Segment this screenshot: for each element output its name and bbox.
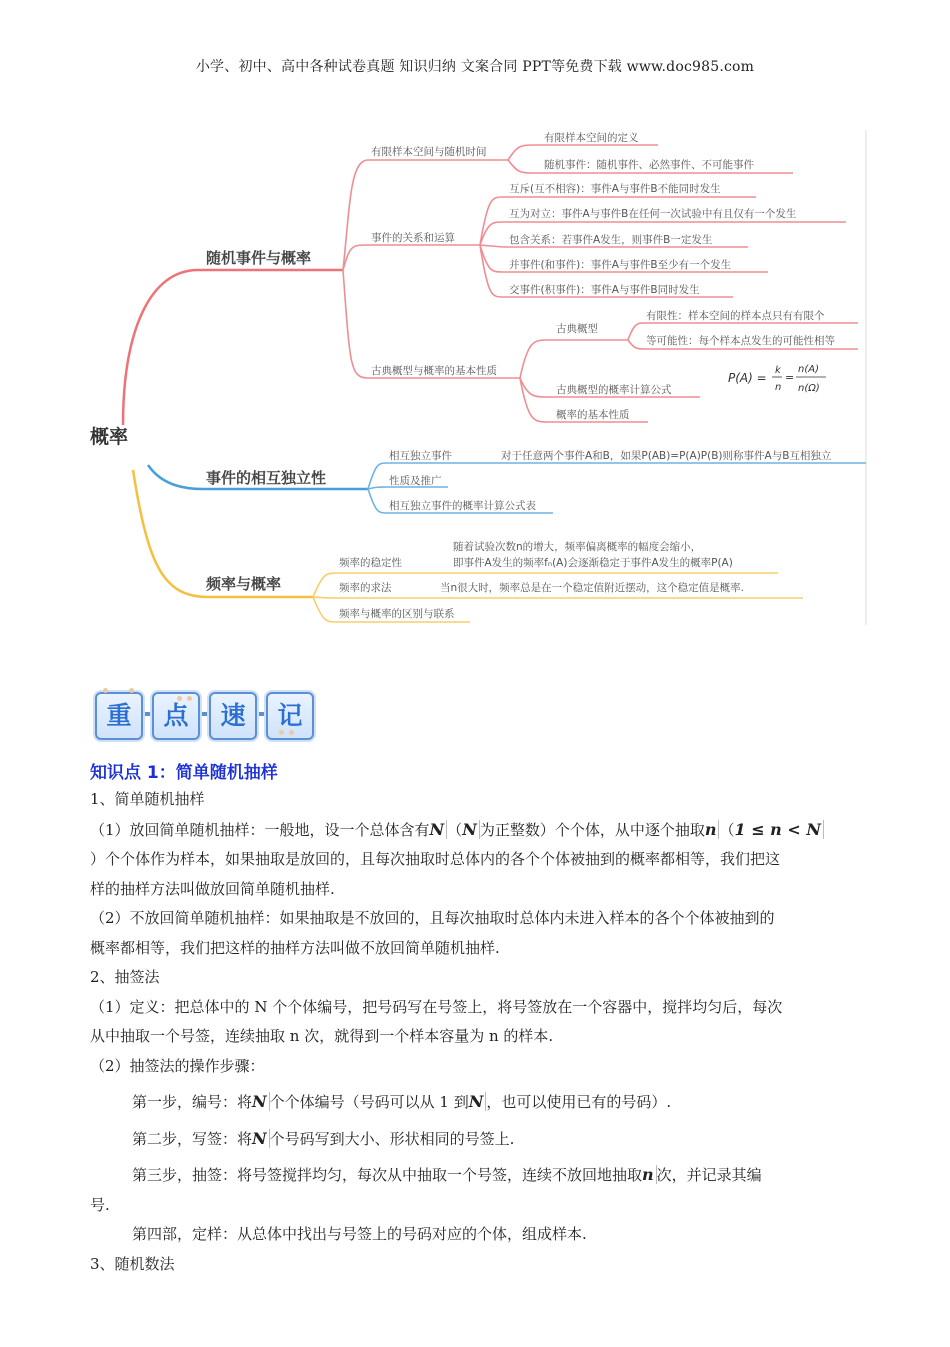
note-frequency-method: 当n很大时，频率总是在一个稳定值附近摆动，这个稳定值是概率.	[440, 582, 744, 594]
math-N: N	[430, 820, 448, 839]
paragraph-2-line-1: （2）不放回简单随机抽样：如果抽取是不放回的，且每次抽取时总体内未进入样本的各个个体被抽到的	[90, 909, 775, 927]
node-frequency-vs-probability: 频率与概率的区别与联系	[339, 608, 455, 620]
node-frequency-method: 频率的求法	[339, 582, 392, 594]
leaf-inclusion: 包含关系：若事件A发生，则事件B一定发生	[509, 234, 713, 246]
paragraph-4: （2）抽签法的操作步骤：	[90, 1056, 265, 1075]
node-finite-sample-space: 有限样本空间与随机时间	[371, 146, 487, 158]
page-header: 小学、初中、高中各种试卷真题 知识归纳 文案合同 PPT等免费下载 www.doc985.com	[195, 59, 755, 75]
branch-title-frequency: 频率与概率	[206, 575, 282, 593]
node-frequency-stability: 频率的稳定性	[339, 557, 402, 569]
sub-basic-properties: 概率的基本性质	[556, 409, 630, 421]
svg-text:P(A) =: P(A) =	[728, 371, 767, 385]
math-N: N	[462, 820, 480, 839]
paragraph-2-line-2: 概率都相等，我们把这样的抽样方法叫做不放回简单随机抽样.	[90, 938, 500, 957]
mind-map	[88, 125, 870, 630]
node-independent-events: 相互独立事件	[389, 450, 452, 462]
leaf-complementary: 互为对立：事件A与事件B在任何一次试验中有且仅有一个发生	[509, 208, 797, 220]
note-independence-definition: 对于任意两个事件A和B，如果P(AB)=P(A)P(B)则称事件A与B互相独立	[501, 450, 832, 462]
paragraph-1-line-1: （1）放回简单随机抽样：一般地，设一个总体含有N （N 为正整数）个个体，从中逐个抽取n （1 ≤ n < N	[90, 815, 862, 846]
math-inequality: 1 ≤ n < N	[734, 820, 823, 839]
math-N: N	[252, 1129, 270, 1148]
leaf-random-event-types: 随机事件：随机事件、必然事件、不可能事件	[544, 159, 754, 171]
body-text	[90, 785, 862, 1279]
key-points-badge	[93, 688, 323, 742]
node-classical-model: 古典概型与概率的基本性质	[371, 365, 497, 377]
leaf-finiteness: 有限性：样本空间的样本点只有有限个	[646, 310, 825, 322]
paragraph-3-line-2: 从中抽取一个号签，连续抽取 n 次，就得到一个样本容量为 n 的样本.	[90, 1027, 554, 1045]
step-3-line-2: 号.	[90, 1195, 110, 1214]
step-2: 第二步，写签：将N 个号码写到大小、形状相同的号签上.	[132, 1128, 515, 1148]
sub-classical: 古典概型	[556, 323, 598, 335]
note-stability-line1: 随着试验次数n的增大，频率偏离概率的幅度会缩小，	[453, 541, 702, 553]
heading-2: 2、抽签法	[90, 968, 160, 986]
sub-classical-formula: 古典概型的概率计算公式	[556, 384, 672, 396]
svg-text:k: k	[775, 365, 781, 376]
badge-char-3: 速	[209, 692, 257, 740]
heading-3: 3、随机数法	[90, 1254, 175, 1273]
classical-probability-formula	[728, 364, 826, 394]
branch-lines-random	[123, 270, 343, 425]
leaf-equal-likelihood: 等可能性：每个样本点发生的可能性相等	[646, 335, 835, 347]
node-properties-extension: 性质及推广	[389, 475, 442, 487]
step-3: 第三步，抽签：将号签搅拌均匀，每次从中抽取一个号签，连续不放回地抽取n 次，并记录其编	[132, 1165, 762, 1184]
math-N: N	[252, 1092, 270, 1111]
branch-title-independence: 事件的相互独立性	[206, 469, 327, 487]
math-N: N	[469, 1092, 487, 1111]
paragraph-1-line-2: ）个个体作为样本，如果抽取是放回的，且每次抽取时总体内的各个个体被抽到的概率都相等，我们把这	[90, 850, 781, 868]
math-n: n	[642, 1165, 657, 1184]
badge-char-2: 点	[152, 692, 200, 740]
mindmap-root: 概率	[90, 426, 129, 448]
paragraph-1-line-3: 样的抽样方法叫做放回简单随机抽样.	[90, 879, 335, 898]
badge-char-1: 重	[95, 692, 143, 740]
leaf-intersection: 交事件(积事件)：事件A与事件B同时发生	[509, 284, 700, 296]
leaf-mutually-exclusive: 互斥(互不相容)：事件A与事件B不能同时发生	[509, 183, 721, 195]
node-event-relations: 事件的关系和运算	[371, 232, 455, 244]
section-title: 知识点 1：简单随机抽样	[90, 763, 278, 783]
step-4: 第四部，定样：从总体中找出与号签上的号码对应的个体，组成样本.	[132, 1225, 587, 1243]
paragraph-3-line-1: （1）定义：把总体中的 N 个个体编号，把号码写在号签上，将号签放在一个容器中，搅拌均匀后，每次	[90, 997, 783, 1016]
svg-text:n(A): n(A)	[798, 364, 819, 375]
svg-text:n: n	[775, 382, 782, 393]
leaf-finite-definition: 有限样本空间的定义	[544, 132, 639, 144]
leaf-union: 并事件(和事件)：事件A与事件B至少有一个发生	[509, 259, 732, 271]
math-n: n	[705, 820, 720, 839]
step-1: 第一步，编号：将N 个个体编号（号码可以从 1 到N ，也可以使用已有的号码）.	[132, 1092, 672, 1111]
svg-text:=: =	[785, 371, 795, 384]
branch-title-random-events: 随机事件与概率	[206, 249, 312, 267]
badge-char-4: 记	[266, 692, 314, 740]
node-independence-formula: 相互独立事件的概率计算公式表	[389, 500, 536, 512]
note-stability-line2: 即事件A发生的频率fₙ(A)会逐渐稳定于事件A发生的概率P(A)	[453, 557, 733, 569]
heading-1: 1、简单随机抽样	[90, 790, 205, 808]
svg-text:n(Ω): n(Ω)	[798, 383, 820, 394]
